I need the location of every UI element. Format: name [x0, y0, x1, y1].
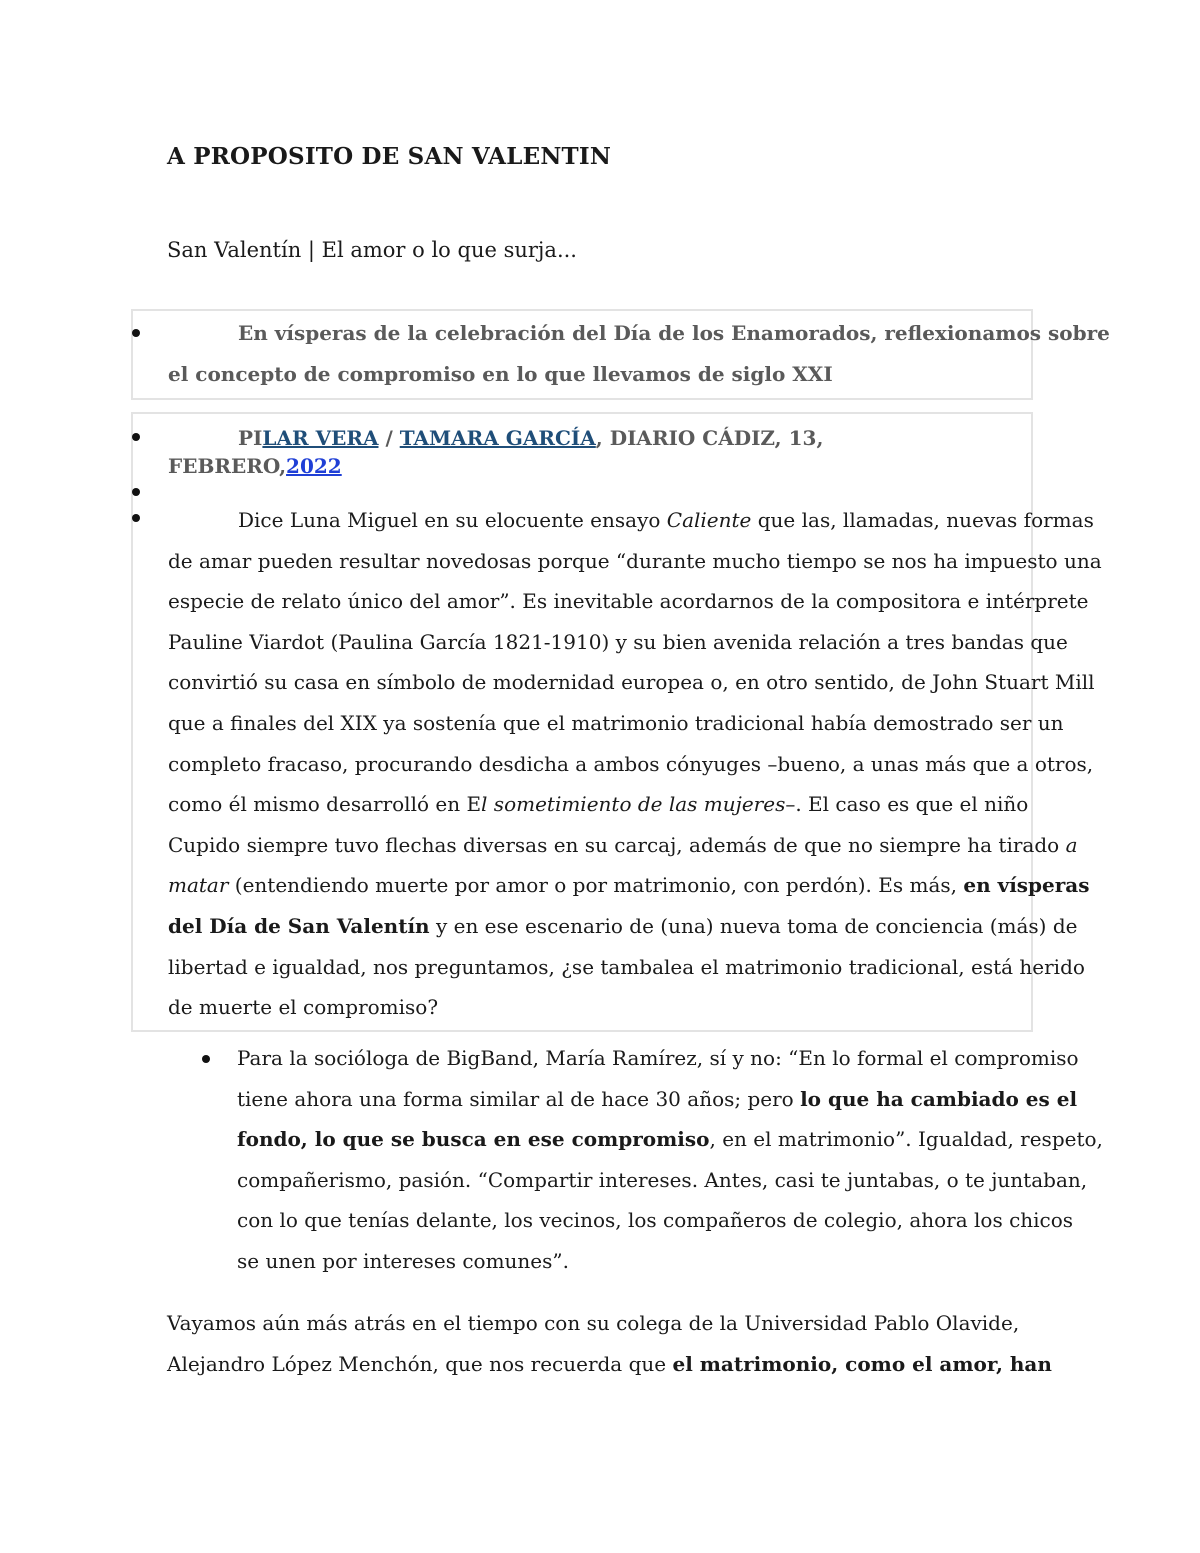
bullet-icon: [132, 433, 140, 441]
bullet-icon: [132, 329, 140, 337]
byline-line-1: [238, 426, 823, 450]
lead-box: [131, 309, 1110, 400]
para1-line: libertad e igualdad, nos preguntamos, ¿se tambalea el matrimonio tradicional, está herido: [168, 954, 1085, 979]
para1-line: especie de relato único del amor”. Es inevitable acordarnos de la compositora e intérprete: [168, 589, 1089, 614]
byline-source: , DIARIO CÁDIZ, 13,: [595, 426, 824, 450]
para3-line: Vayamos aún más atrás en el tiempo con su colega de la Universidad Pablo Olavide,: [167, 1311, 1020, 1335]
article-box: [131, 412, 1102, 1032]
para2-line: Para la socióloga de BigBand, María Ramírez, sí y no: “En lo formal el compromiso: [237, 1046, 1079, 1070]
bullet-icon: [202, 1055, 210, 1063]
para1-line: que a finales del XIX ya sostenía que el matrimonio tradicional había demostrado ser un: [168, 710, 1064, 735]
author-link-tamara-garcia[interactable]: TAMARA GARCÍA: [399, 426, 596, 450]
bullet-icon: [132, 514, 140, 522]
para1-line: Dice Luna Miguel en su elocuente ensayo Caliente que las, llamadas, nuevas formas: [238, 508, 1094, 532]
paragraph-3: [167, 1303, 1052, 1384]
byline-line-2: [168, 454, 414, 478]
para1-line: como él mismo desarrolló en El sometimiento de las mujeres–. El caso es que el niño: [168, 792, 1029, 817]
para2-line: fondo, lo que se busca en ese compromiso, en el matrimonio”. Igualdad, respeto,: [237, 1127, 1103, 1152]
lead-line-2: el concepto de compromiso en lo que llevamos de siglo XXI: [168, 362, 833, 386]
byline-prefix: PI: [238, 426, 263, 450]
para1-line: de muerte el compromiso?: [168, 995, 439, 1020]
year-link[interactable]: 2022: [286, 454, 342, 478]
paragraph-1: [168, 500, 1102, 1028]
lead-line-1: En vísperas de la celebración del Día de los Enamorados, reflexionamos sobre: [238, 321, 1110, 345]
para3-line: Alejandro López Menchón, que nos recuerda que el matrimonio, como el amor, han: [167, 1351, 1052, 1376]
para1-line: matar (entendiendo muerte por amor o por matrimonio, con perdón). Es más, en vísperas: [168, 873, 1090, 898]
para1-line: convirtió su casa en símbolo de modernidad europea o, en otro sentido, de John Stuart Mill: [168, 670, 1095, 695]
para1-line: del Día de San Valentín y en ese escenario de (una) nueva toma de conciencia (más) de: [168, 913, 1078, 938]
para2-line: compañerismo, pasión. “Compartir intereses. Antes, casi te juntabas, o te juntaban,: [237, 1167, 1088, 1192]
para1-line: de amar pueden resultar novedosas porque “durante mucho tiempo se nos ha impuesto una: [168, 548, 1102, 573]
para2-line: con lo que tenías delante, los vecinos, los compañeros de colegio, ahora los chicos: [237, 1208, 1074, 1233]
para2-line: se unen por intereses comunes”.: [237, 1248, 569, 1273]
bullet-icon: [132, 488, 140, 496]
byline-month: FEBRERO,: [168, 454, 287, 478]
para1-line: Cupido siempre tuvo flechas diversas en su carcaj, además de que no siempre ha tirado a: [168, 832, 1078, 857]
document-title: A PROPOSITO DE SAN VALENTIN: [167, 143, 612, 170]
para1-line: Pauline Viardot (Paulina García 1821-1910) y su bien avenida relación a tres bandas que: [168, 629, 1068, 654]
para2-line: tiene ahora una forma similar al de hace 30 años; pero lo que ha cambiado es el: [237, 1086, 1078, 1111]
byline-separator: /: [378, 426, 400, 450]
author-link-pilar-vera[interactable]: LAR VERA: [262, 426, 379, 450]
document-subtitle: San Valentín | El amor o lo que surja...: [167, 238, 577, 262]
para1-line: completo fracaso, procurando desdicha a ambos cónyuges –bueno, a unas más que a otros,: [168, 751, 1094, 776]
paragraph-2: [237, 1038, 1103, 1282]
